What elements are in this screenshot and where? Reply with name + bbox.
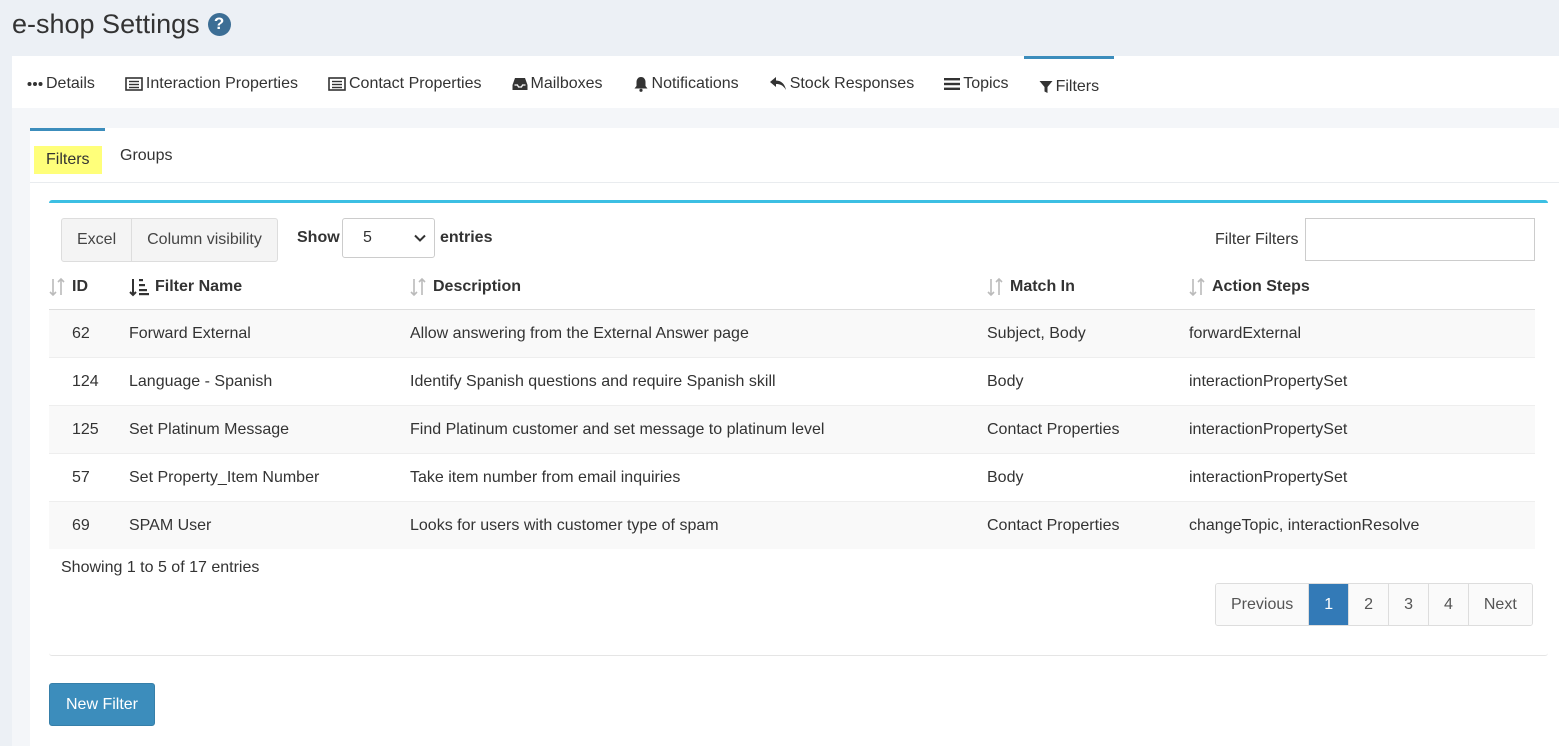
cell-match-in: Contact Properties [987,502,1189,550]
page-title: e-shop Settings [12,8,200,39]
table-row[interactable] [49,310,1535,358]
column-header-filter-name[interactable] [129,265,410,310]
top-tabs [12,56,1559,108]
filters-box [30,128,1559,746]
reply-icon [769,76,787,91]
tab-filters[interactable] [1024,56,1115,108]
tab-label: Stock Responses [789,74,915,92]
cell-description: Allow answering from the External Answer page [410,310,987,358]
sort-icon [410,277,427,297]
table-row[interactable] [49,454,1535,502]
sub-tab-groups-label: Groups [120,146,173,164]
excel-button[interactable]: Excel [77,231,117,248]
column-header-id[interactable] [49,265,129,310]
tab-details[interactable] [12,56,110,108]
column-header-match-in[interactable] [987,265,1189,310]
column-header-description[interactable] [410,265,987,310]
tab-label: Contact Properties [348,74,482,92]
sort-icon [987,277,1004,297]
tab-notifications[interactable] [618,56,754,108]
sub-tab-filters-label: Filters [34,146,102,174]
list-alt-icon [125,77,143,91]
cell-match-in: Contact Properties [987,406,1189,454]
tab-label: Interaction Properties [145,74,298,92]
entries-select[interactable] [342,218,435,258]
table-info: Showing 1 to 5 of 17 entries [61,559,260,576]
pagination-next[interactable]: Next [1468,584,1532,625]
table-row[interactable] [49,406,1535,454]
cell-action-steps: interactionPropertySet [1189,406,1535,454]
main-panel [12,56,1559,746]
cell-action-steps: interactionPropertySet [1189,358,1535,406]
table-header-row [49,265,1535,310]
cell-action-steps: forwardExternal [1189,310,1535,358]
cell-filter-name: Language - Spanish [129,358,410,406]
cell-action-steps: interactionPropertySet [1189,454,1535,502]
content-area [12,108,1559,746]
cell-description: Looks for users with customer type of spam [410,502,987,550]
tab-contact-properties[interactable] [313,56,497,108]
tab-label: Topics [963,74,1009,92]
cell-id: 124 [49,358,129,406]
pagination-page[interactable]: 1 [1308,584,1348,625]
tab-label: Notifications [651,74,739,92]
sort-icon [49,277,66,297]
cell-description: Identify Spanish questions and require Spanish skill [410,358,987,406]
column-header-label: Match In [1010,278,1075,295]
tab-label: Details [46,74,95,92]
cell-filter-name: SPAM User [129,502,410,550]
column-header-label: Action Steps [1212,278,1310,295]
sub-tab-filters[interactable] [30,128,105,183]
cell-description: Find Platinum customer and set message to platinum level [410,406,987,454]
sub-tab-groups[interactable] [120,128,172,183]
pagination-previous[interactable]: Previous [1216,584,1308,625]
pagination [1215,583,1533,626]
cell-id: 62 [49,310,129,358]
tab-interaction-properties[interactable] [110,56,313,108]
sort-icon [1189,277,1206,297]
help-icon[interactable]: ? [208,13,231,36]
column-header-label: Filter Name [155,278,243,295]
filters-table [49,265,1535,549]
page-header [12,4,231,44]
bell-icon [633,76,649,92]
cell-filter-name: Set Property_Item Number [129,454,410,502]
cell-action-steps: changeTopic, interactionResolve [1189,502,1535,550]
column-visibility-button[interactable]: Column visibility [131,219,277,261]
cell-filter-name: Forward External [129,310,410,358]
pagination-page[interactable]: 4 [1428,584,1468,625]
tab-label: Filters [1055,77,1100,95]
filter-icon [1039,80,1053,94]
new-filter-button[interactable]: New Filter [49,683,155,726]
export-button-group [61,218,278,262]
column-header-label: Description [433,278,522,295]
cell-id: 125 [49,406,129,454]
cell-match-in: Body [987,454,1189,502]
tab-mailboxes[interactable] [497,56,618,108]
pagination-page[interactable]: 2 [1348,584,1388,625]
table-row[interactable] [49,502,1535,550]
sub-tabs [30,128,1559,183]
table-body [49,310,1535,550]
cell-id: 69 [49,502,129,550]
entries-select-value: 5 [363,229,372,246]
tab-stock-responses[interactable] [754,56,930,108]
cell-match-in: Body [987,358,1189,406]
filters-table-box [49,200,1548,656]
filter-search-input[interactable] [1305,218,1535,261]
cell-description: Take item number from email inquiries [410,454,987,502]
list-alt-icon [328,77,346,91]
entries-label: entries [440,229,493,246]
pagination-page[interactable]: 3 [1388,584,1428,625]
cell-match-in: Subject, Body [987,310,1189,358]
inbox-icon [512,77,528,91]
chevron-down-icon [414,229,426,247]
cell-filter-name: Set Platinum Message [129,406,410,454]
column-header-action-steps[interactable] [1189,265,1535,310]
table-row[interactable] [49,358,1535,406]
tab-topics[interactable] [929,56,1023,108]
cell-id: 57 [49,454,129,502]
bars-icon [944,77,960,91]
show-label: Show [297,229,340,246]
tab-label: Mailboxes [530,74,603,92]
sort-ascending-icon [129,277,149,297]
filter-search-label: Filter Filters [1215,231,1299,248]
column-header-label: ID [72,278,88,295]
ellipsis-icon [27,80,43,88]
